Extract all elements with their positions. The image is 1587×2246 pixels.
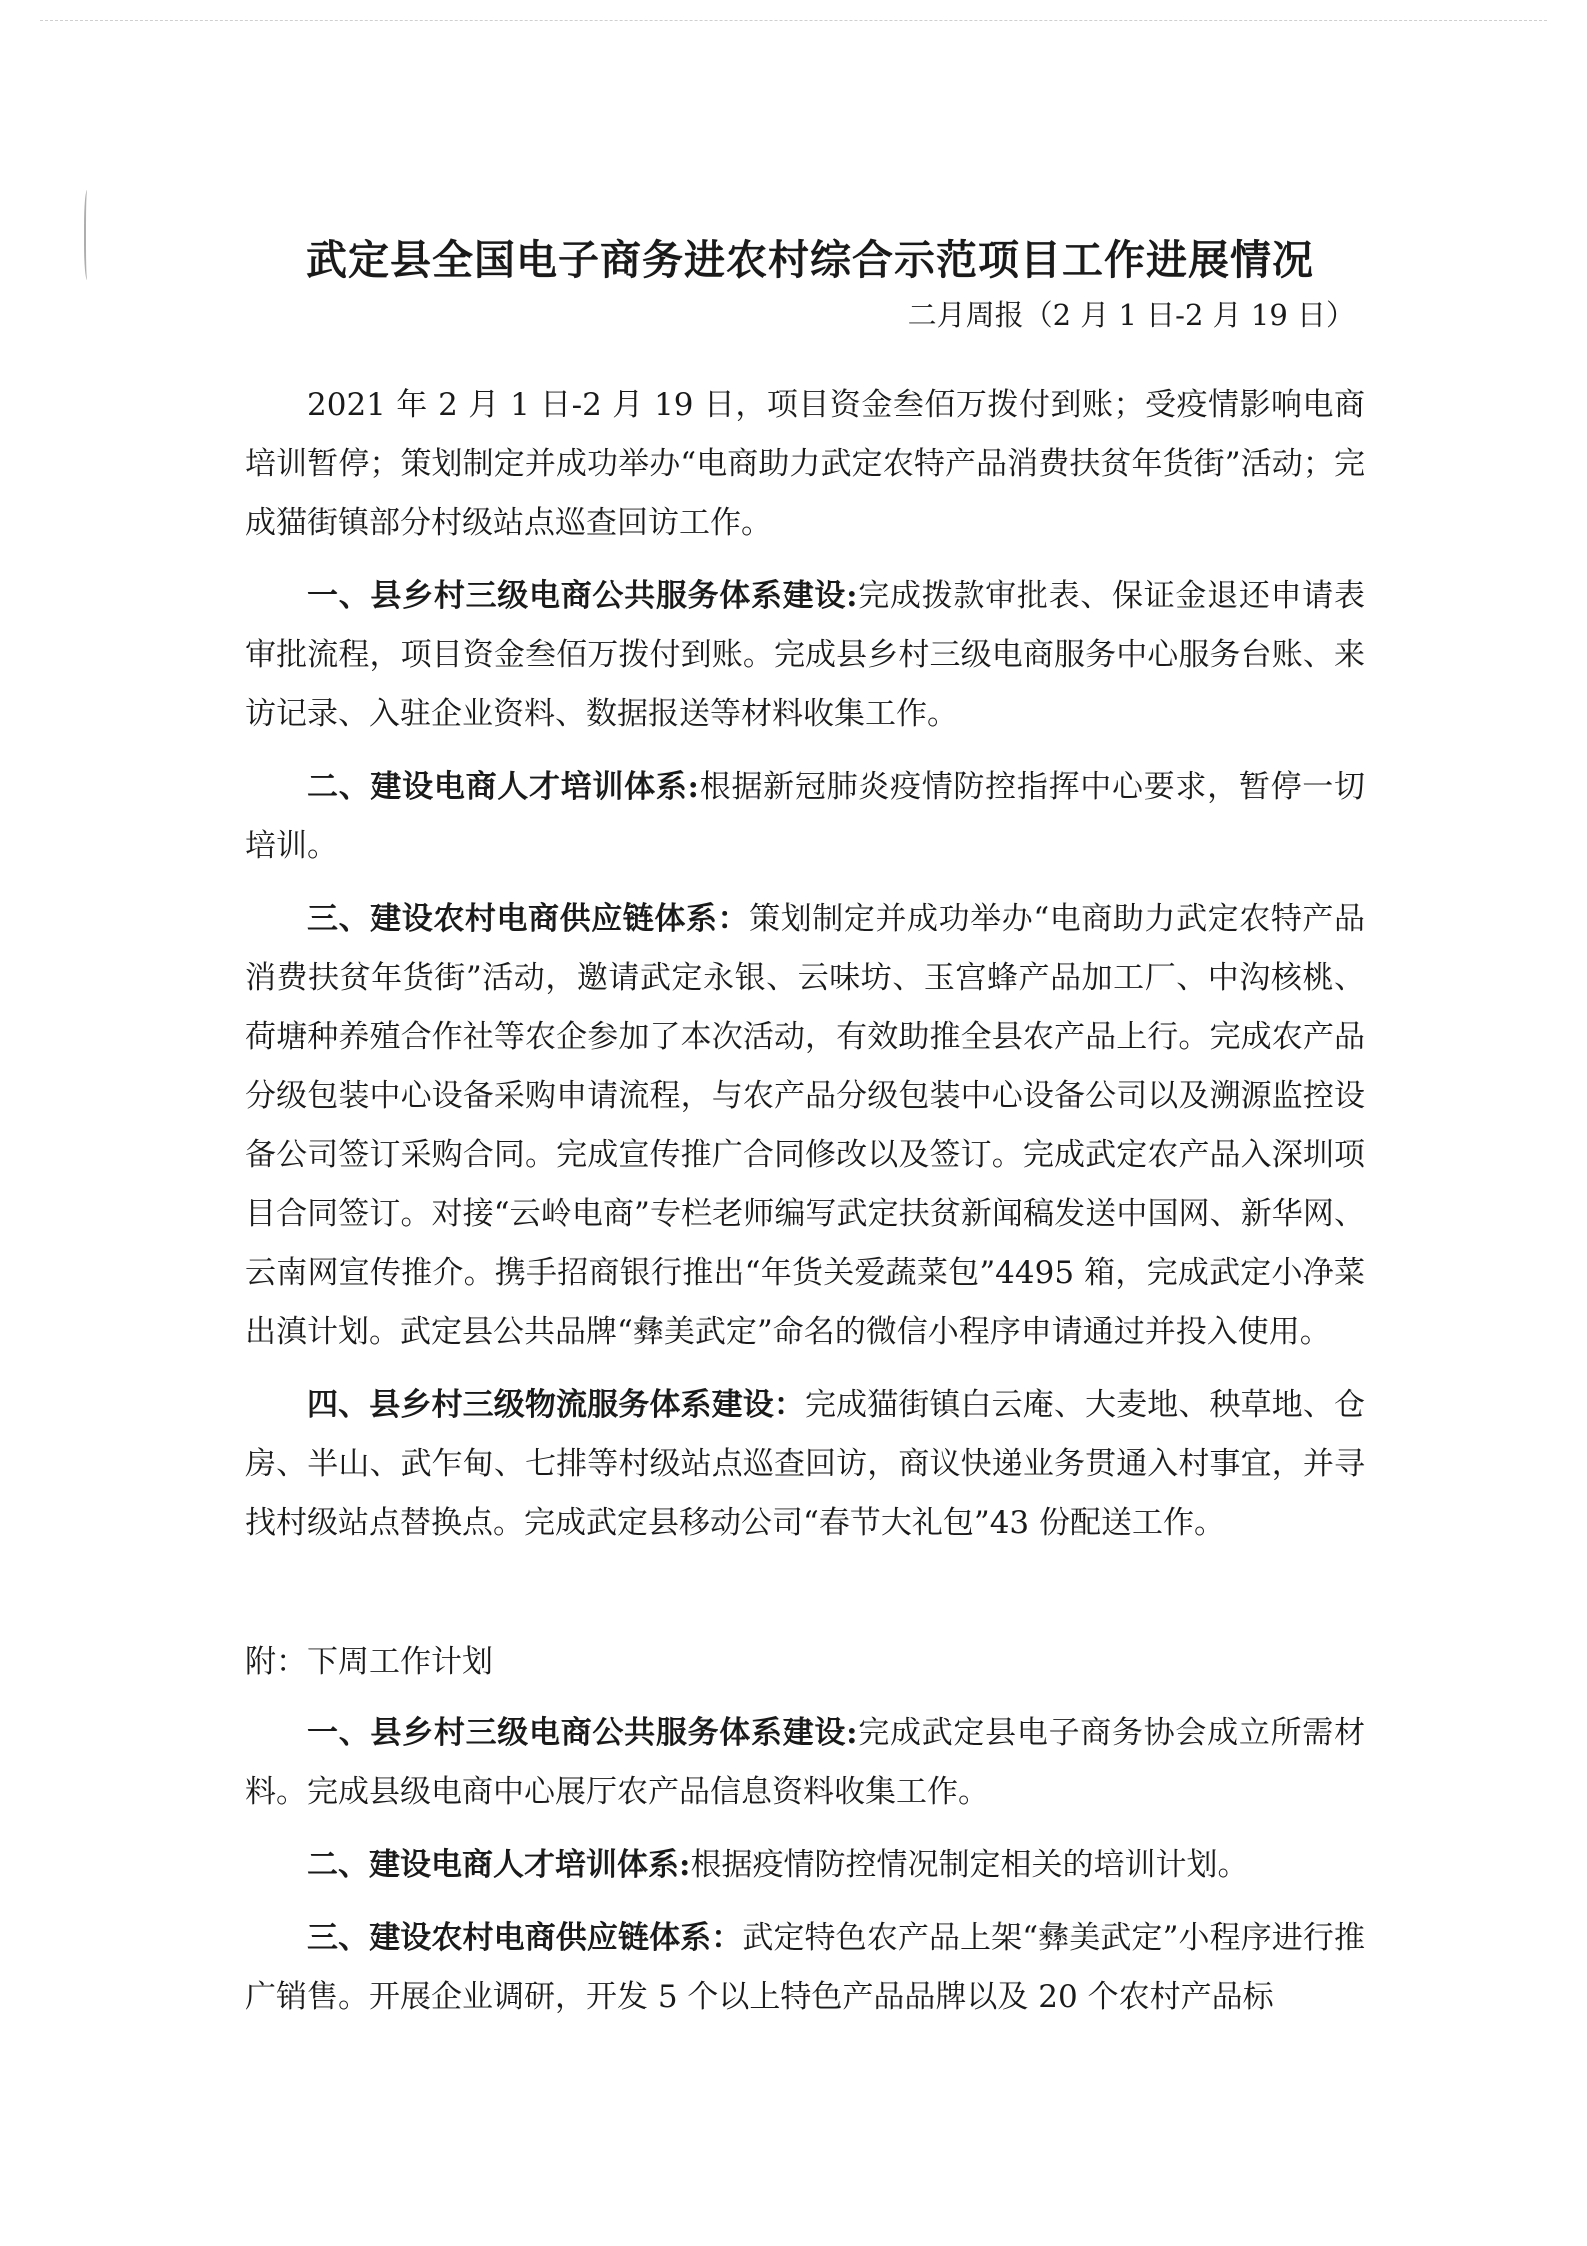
plan-1 bbox=[245, 1704, 1365, 1822]
document-title: 武定县全国电子商务进农村综合示范项目工作进展情况 bbox=[306, 236, 1314, 284]
document-page bbox=[245, 230, 1365, 2041]
plan-1-heading: 一、县乡村三级电商公共服务体系建设: bbox=[307, 1715, 858, 1751]
document-subtitle: 二月周报（2 月 1 日-2 月 19 日） bbox=[907, 298, 1355, 332]
plan-2 bbox=[245, 1836, 1365, 1895]
section-4 bbox=[245, 1376, 1365, 1553]
plan-2-heading: 二、建设电商人才培训体系: bbox=[307, 1847, 691, 1883]
section-3-heading: 三、建设农村电商供应链体系： bbox=[307, 901, 750, 937]
appendix-title: 附：下周工作计划 bbox=[245, 1644, 493, 1680]
section-2-body: 根据新冠肺炎疫情防控指挥中心要求，暂停一切培训。 bbox=[245, 769, 1365, 864]
section-1-body: 完成拨款审批表、保证金退还申请表审批流程，项目资金叁佰万拨付到账。完成县乡村三级电商服务中心服务台账、来访记录、入驻企业资料、数据报送等材料收集工作。 bbox=[245, 578, 1365, 732]
plan-3 bbox=[245, 1909, 1365, 2027]
plan-3-heading: 三、建设农村电商供应链体系： bbox=[307, 1920, 743, 1956]
section-1 bbox=[245, 567, 1365, 744]
scan-artifact-top bbox=[40, 20, 1547, 23]
section-1-heading: 一、县乡村三级电商公共服务体系建设: bbox=[307, 578, 858, 614]
section-4-body: 完成猫街镇白云庵、大麦地、秧草地、仓房、半山、武乍甸、七排等村级站点巡查回访，商议快递业务贯通入村事宜，并寻找村级站点替换点。完成武定县移动公司“春节大礼包”43 份配送工作。 bbox=[245, 1387, 1365, 1541]
plan-2-body: 根据疫情防控情况制定相关的培训计划。 bbox=[690, 1847, 1249, 1883]
section-3 bbox=[245, 890, 1365, 1362]
intro-paragraph: 2021 年 2 月 1 日-2 月 19 日，项目资金叁佰万拨付到账；受疫情影响电商培训暂停；策划制定并成功举办“电商助力武定农特产品消费扶贫年货街”活动；完成猫街镇部分村级站点巡查回访工作。 bbox=[245, 387, 1365, 541]
section-4-heading: 四、县乡村三级物流服务体系建设： bbox=[307, 1387, 805, 1423]
plan-1-body: 完成武定县电子商务协会成立所需材料。完成县级电商中心展厅农产品信息资料收集工作。 bbox=[245, 1715, 1365, 1810]
scan-artifact-left bbox=[84, 190, 92, 280]
section-2 bbox=[245, 758, 1365, 876]
section-2-heading: 二、建设电商人才培训体系: bbox=[307, 769, 700, 805]
plan-3-body: 武定特色农产品上架“彝美武定”小程序进行推广销售。开展企业调研，开发 5 个以上特色产品品牌以及 20 个农村产品标 bbox=[245, 1920, 1365, 2015]
section-3-body: 策划制定并成功举办“电商助力武定农特产品消费扶贫年货街”活动，邀请武定永银、云味坊、玉宫蜂产品加工厂、中沟核桃、荷塘种养殖合作社等农企参加了本次活动，有效助推全县农产品上行。完成农产品分级包装中心设备采购申请流程，与农产品分级包装中心设备公司以及溯源监控设备公司签订采购合同。完成宣传推广合同修改以及签订。完成武定农产品入深圳项目合同签订。对接“云岭电商”专栏老师编写武定扶贫新闻稿发送中国网、新华网、云南网宣传推介。携手招商银行推出“年货关爱蔬菜包”4495 箱，完成武定小净菜出滇计划。武定县公共品牌“彝美武定”命名的微信小程序申请通过并投入使用。 bbox=[245, 901, 1365, 1350]
